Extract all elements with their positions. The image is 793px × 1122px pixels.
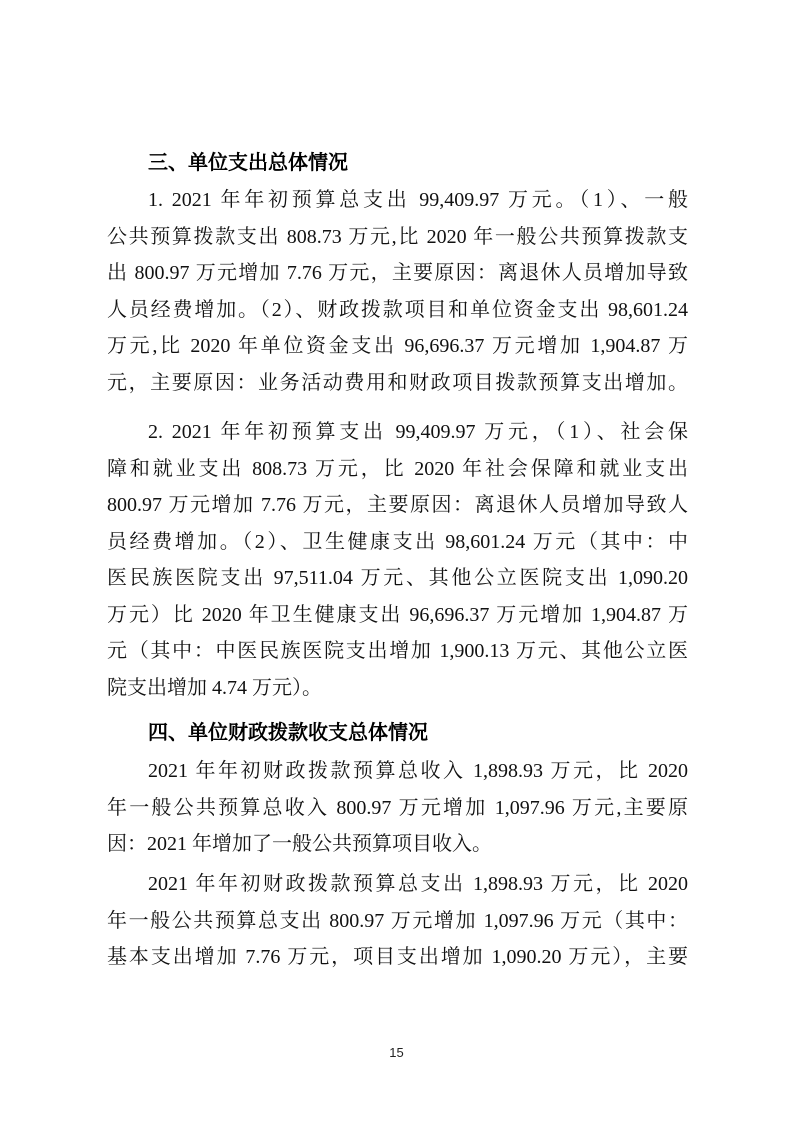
paragraph-line: 出 800.97 万元增加 7.76 万元，主要原因：离退休人员增加导致: [107, 262, 688, 284]
paragraph-line: 800.97 万元增加 7.76 万元，主要原因：离退休人员增加导致人: [107, 494, 688, 516]
paragraph-line: 年一般公共预算总收入 800.97 万元增加 1,097.96 万元,主要原: [107, 796, 688, 819]
paragraph-line: 基本支出增加 7.76 万元，项目支出增加 1,090.20 万元），主要: [107, 946, 688, 968]
paragraph-line: 2. 2021 年年初预算支出 99,409.97 万元，（1）、社会保: [148, 421, 688, 443]
paragraph-line: 因：2021 年增加了一般公共预算项目收入。: [107, 833, 492, 855]
paragraph-total-expenditure-2: [107, 414, 688, 706]
paragraph-line: 元（其中：中医民族医院支出增加 1,900.13 万元、其他公立医: [107, 640, 688, 662]
paragraph-line: 1. 2021 年年初预算总支出 99,409.97 万元。（1）、一般: [148, 189, 688, 211]
section-heading-text: 四、单位财政拨款收支总体情况: [148, 722, 428, 744]
paragraph-total-expenditure-1: [107, 182, 688, 401]
section-heading-text: 三、单位支出总体情况: [148, 152, 348, 174]
paragraph-line: 公共预算拨款支出 808.73 万元,比 2020 年一般公共预算拨款支: [107, 225, 688, 248]
paragraph-line: 2021 年年初财政拨款预算总收入 1,898.93 万元，比 2020: [148, 760, 688, 782]
section-heading-3: [107, 145, 688, 182]
paragraph-line: 元，主要原因：业务活动费用和财政项目拨款预算支出增加。: [107, 371, 688, 394]
paragraph-line: 万元）比 2020 年卫生健康支出 96,696.37 万元增加 1,904.87 万: [107, 603, 688, 626]
section-heading-4: [107, 715, 688, 752]
paragraph-line: 万元,比 2020 年单位资金支出 96,696.37 万元增加 1,904.87 万: [107, 335, 688, 357]
paragraph-fiscal-expenditure: [107, 866, 688, 976]
paragraph-line: 员经费增加。（2）、卫生健康支出 98,601.24 万元（其中：中: [107, 530, 688, 553]
paragraph-line: 人员经费增加。（2）、财政拨款项目和单位资金支出 98,601.24: [107, 298, 688, 321]
paragraph-fiscal-income: [107, 753, 688, 863]
page-number: 15: [389, 1045, 404, 1060]
paragraph-line: 年一般公共预算总支出 800.97 万元增加 1,097.96 万元（其中：: [107, 909, 688, 932]
paragraph-line: 障和就业支出 808.73 万元，比 2020 年社会保障和就业支出: [107, 457, 688, 480]
paragraph-line: 院支出增加 4.74 万元）。: [107, 676, 322, 699]
paragraph-line: 2021 年年初财政拨款预算总支出 1,898.93 万元，比 2020: [148, 873, 688, 895]
paragraph-line: 医民族医院支出 97,511.04 万元、其他公立医院支出 1,090.20: [107, 567, 688, 589]
